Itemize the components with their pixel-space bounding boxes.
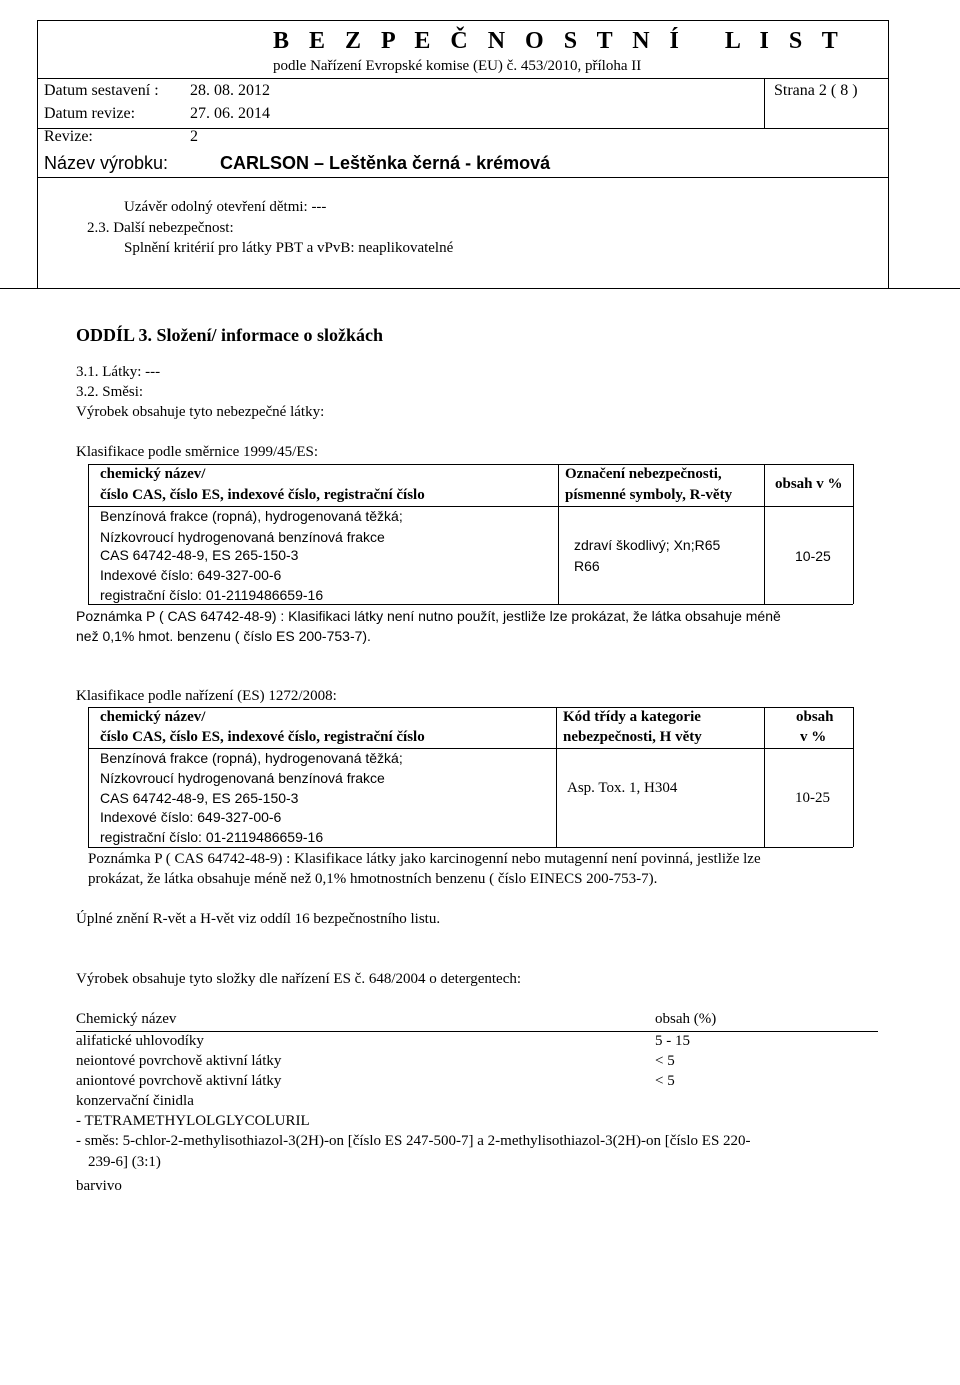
revision-label: Revize: — [44, 128, 93, 145]
mixtures-line: 3.2. Směsi: — [76, 384, 144, 400]
detergent-name-0: alifatické uhlovodíky — [76, 1033, 204, 1049]
header-divider — [37, 78, 889, 79]
table2-caption: Klasifikace podle nařízení (ES) 1272/2008: — [76, 688, 337, 704]
table2-col2-head2: nebezpečnosti, H věty — [563, 729, 702, 745]
table2-vline-3 — [853, 707, 854, 847]
table1-class-1: zdraví škodlivý; Xn;R65 — [574, 537, 721, 553]
table1-row-2: CAS 64742-48-9, ES 265-150-3 — [100, 547, 299, 563]
document-subtitle: podle Nařízení Evropské komise (EU) č. 453/2010, příloha II — [273, 58, 642, 74]
header-vertical-divider — [764, 78, 765, 128]
table1-vline-0 — [88, 464, 89, 604]
table2-vline-2 — [764, 707, 765, 847]
table1-vline-2 — [764, 464, 765, 604]
date-created-value: 28. 08. 2012 — [190, 82, 270, 99]
hazardous-intro: Výrobek obsahuje tyto nebezpečné látky: — [76, 404, 325, 420]
table1-row-1: Nízkovroucí hydrogenovaná benzínová frakce — [100, 529, 385, 545]
table2-col1-head2: číslo CAS, číslo ES, indexové číslo, registrační číslo — [100, 729, 425, 745]
product-label: Název výrobku: — [44, 153, 169, 173]
section3-title: ODDÍL 3. Složení/ informace o složkách — [76, 325, 383, 345]
table1-col1-head2: číslo CAS, číslo ES, indexové číslo, registrační číslo — [100, 487, 425, 503]
table1-col2-head1: Označení nebezpečnosti, — [565, 466, 722, 482]
table1-note-1: Poznámka P ( CAS 64742-48-9) : Klasifikaci látky není nutno použít, jestliže lze prokázat, že látka obsahuje méně — [76, 608, 781, 624]
table1-note-2: než 0,1% hmot. benzenu ( číslo ES 200-753-7). — [76, 628, 371, 644]
table1-bottom-rule — [88, 604, 853, 605]
detergent-name-1: neiontové povrchově aktivní látky — [76, 1053, 282, 1069]
table2-row-2: CAS 64742-48-9, ES 265-150-3 — [100, 790, 299, 806]
page-number: Strana 2 ( 8 ) — [774, 82, 858, 99]
detergents-intro: Výrobek obsahuje tyto složky dle nařízení ES č. 648/2004 o detergentech: — [76, 971, 522, 987]
detergents-col2-head: obsah (%) — [655, 1011, 717, 1027]
table2-row-3: Indexové číslo: 649-327-00-6 — [100, 809, 282, 825]
table1-vline-1 — [558, 464, 559, 604]
document-title: B E Z P E Č N O S T N Í L I S T — [273, 28, 845, 54]
table1-vline-3 — [853, 464, 854, 604]
table2-class: Asp. Tox. 1, H304 — [567, 780, 678, 796]
table2-row-1: Nízkovroucí hydrogenovaná benzínová frakce — [100, 770, 385, 786]
table2-bottom-rule — [88, 847, 853, 848]
child-closure-text: Uzávěr odolný otevření dětmi: --- — [124, 199, 327, 215]
date-revised-label: Datum revize: — [44, 105, 136, 122]
table2-col1-head1: chemický název/ — [100, 709, 206, 725]
preservative-2-line2: 239-6] (3:1) — [88, 1154, 161, 1170]
table1-col3-head: obsah v % — [775, 476, 843, 492]
table1-col2-head2: písmenné symboly, R-věty — [565, 487, 733, 503]
product-name: CARLSON – Leštěnka černá - krémová — [220, 153, 551, 173]
table1-top-rule — [88, 464, 853, 465]
table2-row-0: Benzínová frakce (ropná), hydrogenovaná těžká; — [100, 750, 403, 766]
table1-caption: Klasifikace podle směrnice 1999/45/ES: — [76, 444, 319, 460]
table2-content: 10-25 — [795, 790, 830, 806]
detergent-value-0: 5 - 15 — [655, 1033, 690, 1049]
dyes-line: barvivo — [76, 1178, 122, 1194]
table1-row-4: registrační číslo: 01-2119486659-16 — [100, 587, 324, 603]
date-revised-value: 27. 06. 2014 — [190, 105, 270, 122]
detergent-name-2: aniontové povrchově aktivní látky — [76, 1073, 282, 1089]
header-divider-2 — [37, 128, 889, 129]
substances-line: 3.1. Látky: --- — [76, 364, 161, 380]
table1-content: 10-25 — [795, 548, 831, 564]
detergents-col1-head: Chemický název — [76, 1011, 177, 1027]
table2-col3-head1: obsah — [796, 709, 834, 725]
table2-header-rule — [88, 748, 853, 749]
detergent-value-1: < 5 — [655, 1053, 675, 1069]
full-text-note: Úplné znění R-vět a H-vět viz oddíl 16 bezpečnostního listu. — [76, 911, 441, 927]
preservative-1: - TETRAMETHYLOLGLYCOLURIL — [76, 1113, 310, 1129]
table2-vline-1 — [556, 707, 557, 847]
preservatives-heading: konzervační činidla — [76, 1093, 194, 1109]
table2-row-4: registrační číslo: 01-2119486659-16 — [100, 829, 324, 845]
preservative-2-line1: - směs: 5-chlor-2-methylisothiazol-3(2H)-on [číslo ES 247-500-7] a 2-methylisothiazol-3(2H)-on [číslo ES 220- — [76, 1133, 751, 1149]
table2-note-1: Poznámka P ( CAS 64742-48-9) : Klasifikace látky jako karcinogenní nebo mutagenní není povinná, jestliže lze — [88, 851, 761, 867]
page-divider — [0, 288, 960, 289]
table1-class-2: R66 — [574, 558, 600, 574]
date-created-label: Datum sestavení : — [44, 82, 159, 99]
detergent-value-2: < 5 — [655, 1073, 675, 1089]
table2-col3-head2: v % — [800, 729, 827, 745]
other-hazards-heading: 2.3. Další nebezpečnost: — [87, 220, 234, 236]
table1-row-3: Indexové číslo: 649-327-00-6 — [100, 567, 282, 583]
table1-col1-head1: chemický název/ — [100, 466, 206, 482]
table2-col2-head1: Kód třídy a kategorie — [563, 709, 701, 725]
pbt-text: Splnění kritérií pro látky PBT a vPvB: neaplikovatelné — [124, 240, 454, 256]
table2-note-2: prokázat, že látka obsahuje méně než 0,1% hmotnostních benzenu ( číslo EINECS 200-753-7). — [88, 871, 658, 887]
revision-value: 2 — [190, 128, 198, 145]
table2-vline-0 — [88, 707, 89, 847]
table1-row-0: Benzínová frakce (ropná), hydrogenovaná těžká; — [100, 508, 403, 524]
detergents-header-rule — [76, 1031, 878, 1032]
table1-header-rule — [88, 506, 853, 507]
table2-top-rule — [88, 707, 853, 708]
